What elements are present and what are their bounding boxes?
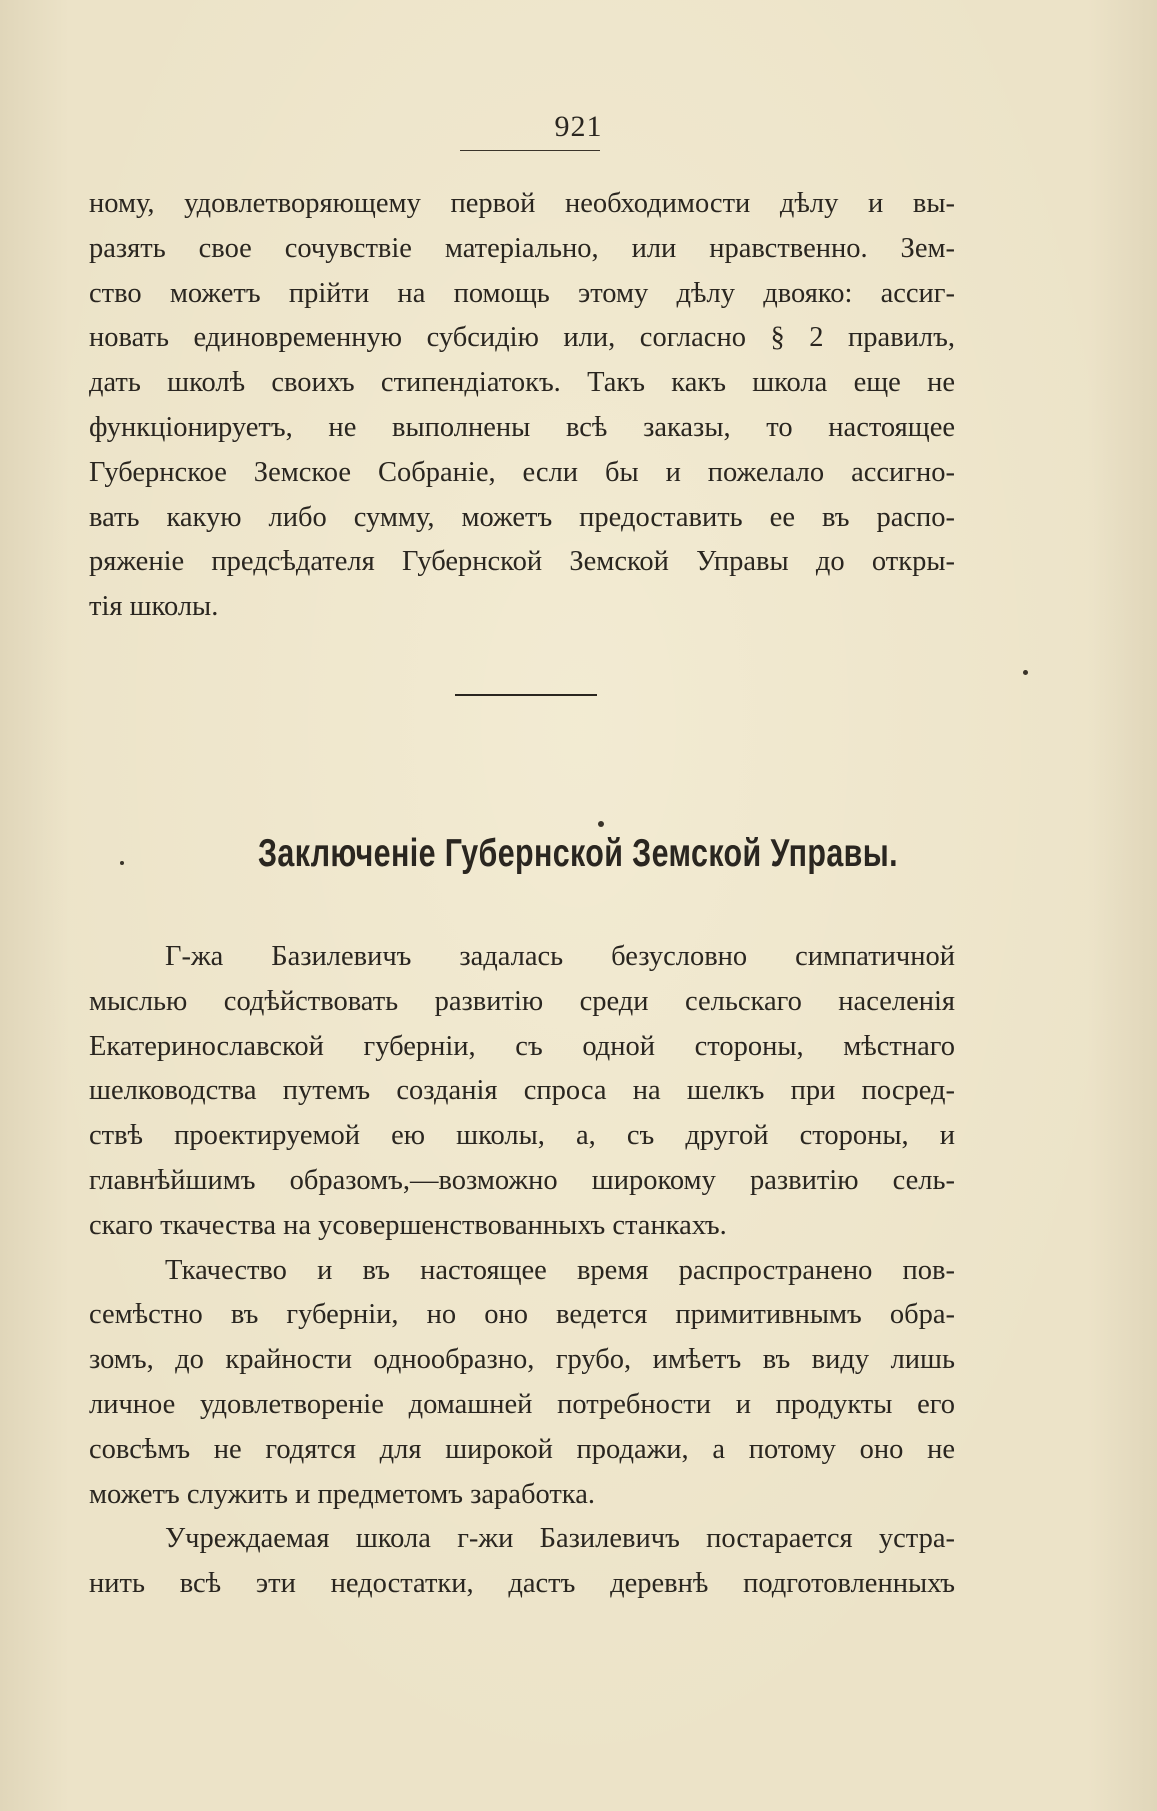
paragraph [89, 1517, 955, 1607]
text-line: Г-жа Базилевичъ задалась безусловно симпатичной [165, 941, 955, 972]
text-line: можетъ служить и предметомъ заработка. [89, 1478, 595, 1510]
text-line: скаго ткачества на усовершенствованныхъ станкахъ. [89, 1209, 727, 1241]
ink-dot [120, 861, 124, 865]
text-line: новать единовременную субсидію или, согласно § 2 правилъ, [89, 322, 955, 354]
text-line: разять свое сочувствіе матеріально, или нравственно. Зем- [89, 232, 955, 264]
text-line: мыслью содѣйствовать развитію среди сельскаго населенія [89, 985, 955, 1017]
text-line: семѣстно въ губерніи, но оно ведется примитивнымъ обра- [89, 1299, 955, 1331]
text-line: ствѣ проектируемой ею школы, а, съ другой стороны, и [89, 1120, 955, 1152]
text-line: дать школѣ своихъ стипендіатокъ. Такъ какъ школа еще не [89, 367, 955, 399]
ink-dot [1023, 670, 1028, 675]
paragraph [89, 1249, 955, 1518]
text-line: ряженіе предсѣдателя Губернской Земской Управы до откры- [89, 546, 955, 578]
text-line: нить всѣ эти недостатки, дастъ деревнѣ подготовленныхъ [89, 1568, 955, 1600]
text-line: шелководства путемъ созданія спроса на шелкъ при посред- [89, 1075, 955, 1107]
text-line: функціонируетъ, не выполнены всѣ заказы, то настоящее [89, 411, 955, 443]
text-line: Учреждаемая школа г-жи Базилевичъ постарается устра- [165, 1523, 955, 1555]
text-line: зомъ, до крайности однообразно, грубо, имѣетъ въ виду лишь [89, 1344, 955, 1376]
section-divider-rule [455, 694, 597, 696]
text-line: Ткачество и въ настоящее время распространено пов- [165, 1254, 955, 1286]
text-line: ному, удовлетворяющему первой необходимости дѣлу и вы- [89, 188, 955, 219]
text-line: личное удовлетвореніе домашней потребности и продукты его [89, 1388, 955, 1420]
text-line: Губернское Земское Собраніе, если бы и пожелало ассигно- [89, 456, 955, 488]
text-line: тія школы. [89, 591, 219, 623]
body-text-block [89, 935, 955, 1607]
text-line: совсѣмъ не годятся для широкой продажи, а потому оно не [89, 1433, 955, 1465]
ink-dot [598, 821, 604, 827]
section-heading: Заключеніе Губернской Земской Управы. [257, 832, 898, 875]
page-number: 921 [554, 110, 603, 143]
text-line: главнѣйшимъ образомъ,—возможно широкому развитію сель- [89, 1164, 955, 1196]
text-line: вать какую либо сумму, можетъ предоставить ее въ распо- [89, 501, 955, 533]
paragraph-continued [89, 182, 955, 630]
text-line: Екатеринославской губерніи, съ одной стороны, мѣстнаго [89, 1030, 955, 1062]
text-line: ство можетъ прійти на помощь этому дѣлу двояко: ассиг- [89, 277, 955, 309]
page-number-rule [460, 150, 600, 151]
top-paragraph-block [89, 182, 955, 630]
paragraph [89, 935, 955, 1249]
